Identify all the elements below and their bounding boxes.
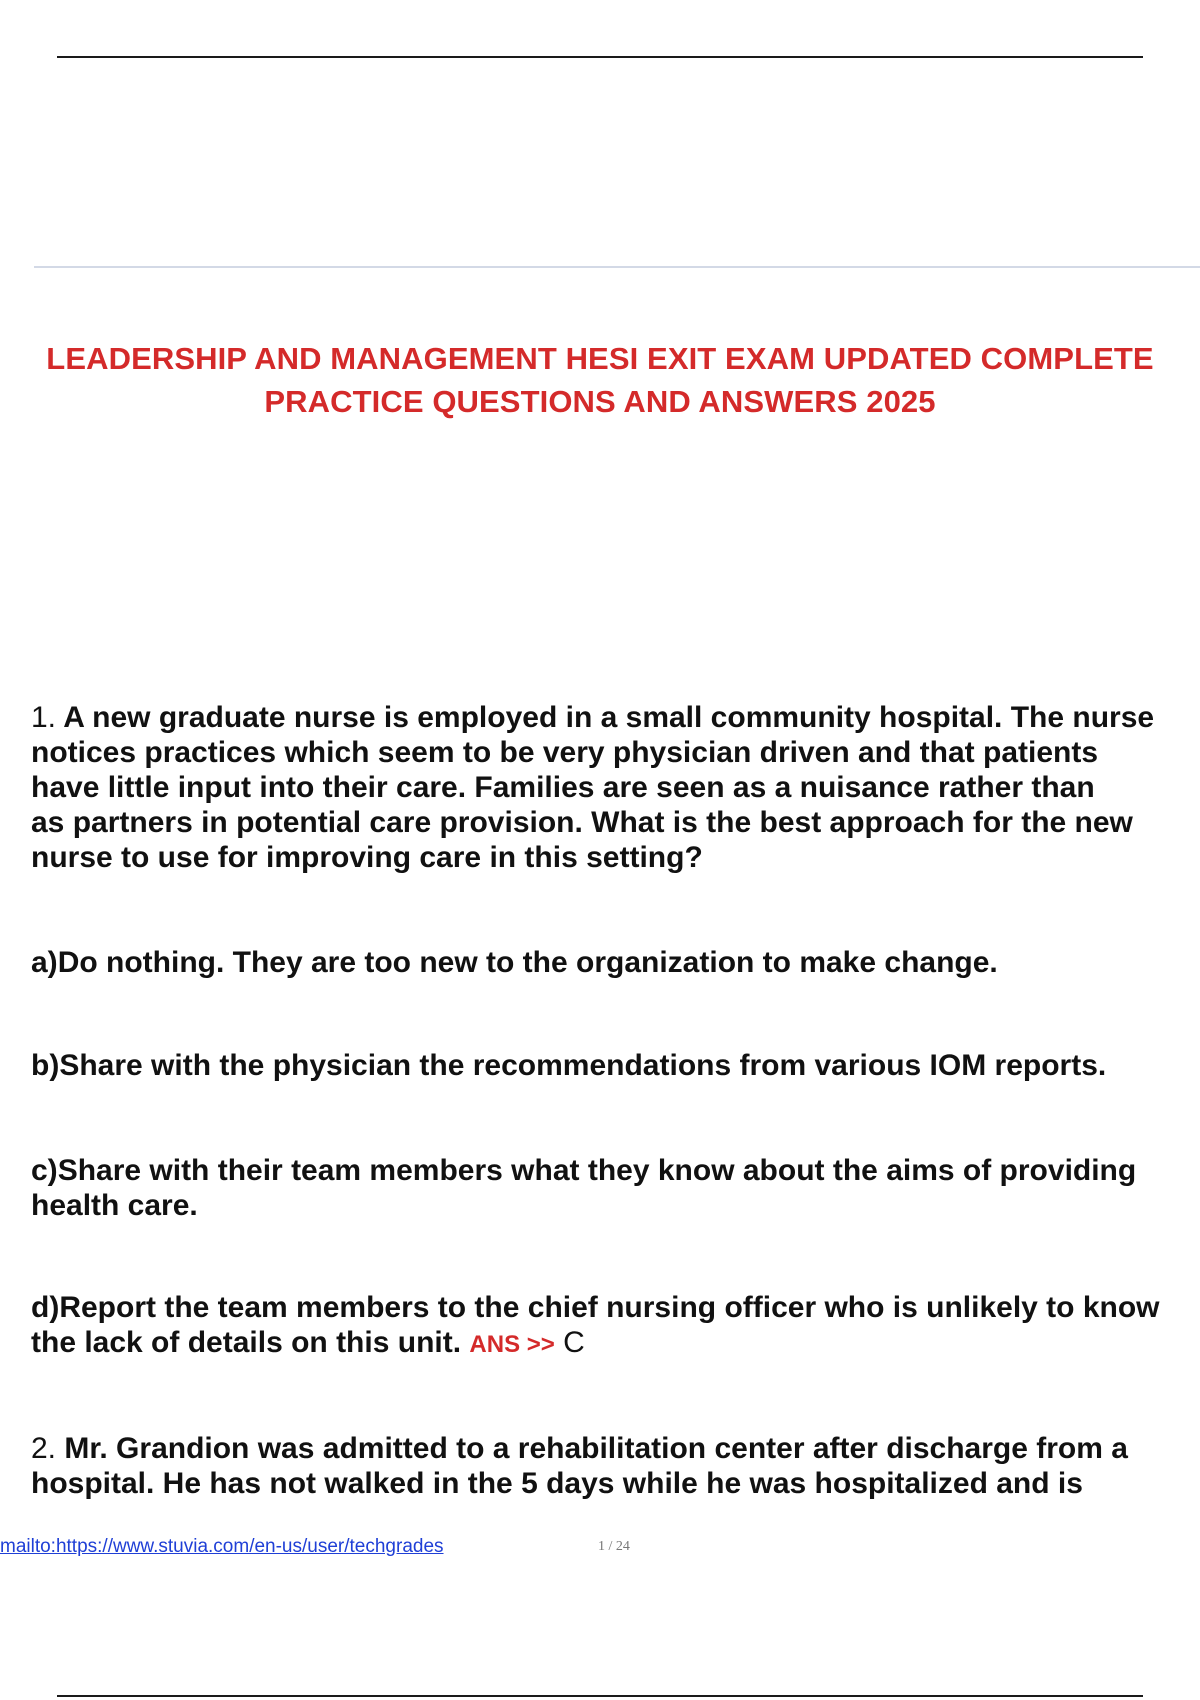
option-c-text-2: health care.	[31, 1189, 198, 1222]
page-number: 1 / 24	[598, 1539, 630, 1554]
question-2-line-1	[31, 1431, 1200, 1466]
question-1-line-5: nurse to use for improving care in this setting?	[31, 841, 703, 874]
question-2-number: 2.	[31, 1432, 57, 1465]
question-1-number: 1.	[31, 701, 57, 734]
option-d	[31, 1290, 1200, 1362]
header-divider	[34, 266, 1200, 268]
option-a-text: Do nothing. They are too new to the organization to make change.	[57, 946, 998, 979]
footer-link[interactable]: mailto:https://www.stuvia.com/en-us/user/techgrades	[0, 1536, 444, 1557]
answer-value: C	[563, 1326, 585, 1359]
option-c-text-1: Share with their team members what they know about the aims of providing	[57, 1154, 1137, 1187]
option-c-label: c)	[31, 1154, 58, 1187]
option-b	[31, 1048, 1200, 1083]
document-title	[0, 337, 1200, 423]
question-2-line-2: hospital. He has not walked in the 5 days while he was hospitalized and is	[31, 1467, 1083, 1500]
option-d-label: d)	[31, 1291, 60, 1324]
question-1-line-4: as partners in potential care provision. What is the best approach for the new	[31, 806, 1133, 839]
answer-label: ANS >>	[469, 1331, 555, 1358]
option-b-text: Share with the physician the recommendations from various IOM reports.	[59, 1049, 1107, 1082]
question-2-text-1: Mr. Grandion was admitted to a rehabilitation center after discharge from a	[64, 1432, 1128, 1465]
option-b-label: b)	[31, 1049, 60, 1082]
option-c	[31, 1153, 1200, 1223]
option-d-text-2: the lack of details on this unit.	[31, 1326, 462, 1359]
question-1-text-1: A new graduate nurse is employed in a small community hospital. The nurse	[63, 701, 1155, 734]
question-1-line-2: notices practices which seem to be very physician driven and that patients	[31, 736, 1099, 769]
question-1-stem	[31, 700, 1200, 875]
title-line-1: LEADERSHIP AND MANAGEMENT HESI EXIT EXAM UPDATED COMPLETE	[46, 341, 1154, 376]
title-line-2: PRACTICE QUESTIONS AND ANSWERS 2025	[264, 384, 936, 419]
option-d-text-1: Report the team members to the chief nursing officer who is unlikely to know	[59, 1291, 1160, 1324]
bottom-rule	[57, 1695, 1143, 1697]
top-rule	[57, 56, 1143, 58]
question-1-line-1	[31, 700, 1200, 735]
question-2-stem	[31, 1431, 1200, 1501]
option-a	[31, 945, 1200, 980]
question-1-line-3: have little input into their care. Families are seen as a nuisance rather than	[31, 771, 1095, 804]
option-a-label: a)	[31, 946, 58, 979]
